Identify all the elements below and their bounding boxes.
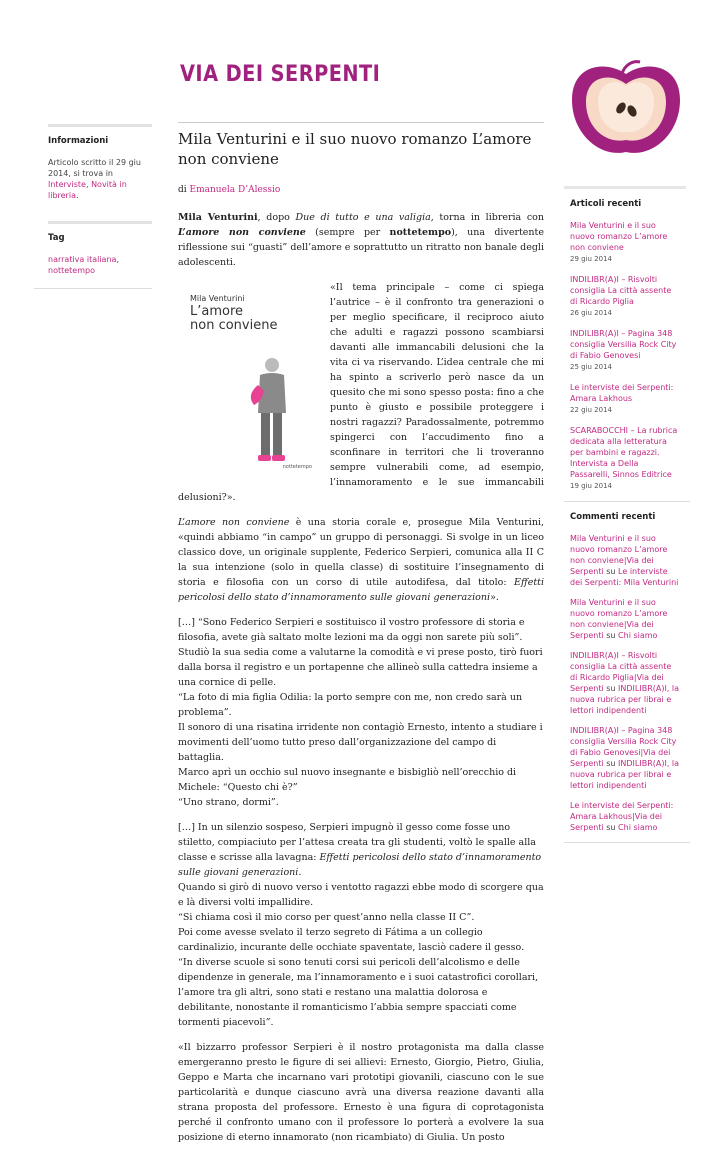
tag-link-narrativa[interactable]: narrativa italiana [48,255,117,264]
recent-post-item [570,220,680,265]
recent-comment-item [570,597,680,641]
recent-post-link[interactable]: INDILIBR(A)I – Risvolti consiglia La città assente di Ricardo Piglia [570,275,672,306]
book-title: Due di tutto e una valigia [295,212,431,223]
excerpt-line: […] In un silenzio sospeso, Serpieri impugnò il gesso come fosse uno stiletto, compiaciuto per l’attesa creata tra gli studenti, voltò le spalle alla classe e scrisse alla lavagna: [178,822,536,863]
separator: , [85,180,92,189]
recent-post-item [570,274,680,319]
site-logo[interactable]: VIA DEI SERPENTI [180,62,381,87]
recent-post-item [570,382,680,416]
separator: , [116,255,119,264]
post-date: 25 giu 2014 [570,363,612,371]
divider [48,124,152,127]
paragraph-intro [178,210,544,270]
excerpt-line: Studiò la sua sedia come a valutarne la comodità e vi prese posto, tirò fuori dalla borsa il registro e un portapenne che allineò sulla cattedra insieme a una cornice di pelle. [178,647,543,688]
comment-post-link[interactable]: Chi siamo [618,631,658,640]
book-cover-image [178,283,318,481]
paragraph-plot [178,515,544,605]
recent-post-item [570,328,680,373]
text: ), una divertente riflessione sui “guasti” dell’amore e soprattutto un ritratto non banale degli adolescenti. [178,227,544,268]
comment-author-link[interactable]: INDILIBR(A)I – Pagina 348 consiglia Versilia Rock City di Fabio Genovesi|Via dei Serpenti [570,726,677,768]
recent-post-link[interactable]: Mila Venturini e il suo nuovo romanzo L’amore non conviene [570,221,668,252]
divider [48,221,152,224]
excerpt-2 [178,820,544,1030]
recent-post-item [570,425,680,492]
comment-post-link[interactable]: Chi siamo [618,823,658,832]
comment-author-link[interactable]: Mila Venturini e il suo nuovo romanzo L’amore non conviene|Via dei Serpenti [570,598,668,640]
excerpt-line: “In diverse scuole si sono tenuti corsi sui pericoli dell’alcolismo e delle dipendenze in generale, ma l’innamoramento e i suoi catastrofici corollari, l’amore tra gli altri, sono stati e restano una malattia dolorosa e debilitante, nonostante il romanticismo l’abbia sempre spacciati come tormenti piacevoli”. [178,957,539,1028]
recent-comment-item [570,725,680,791]
recent-post-link[interactable]: Le interviste dei Serpenti: Amara Lakhous [570,383,674,403]
recent-posts-heading: Articoli recenti [570,199,642,209]
text: su [603,567,619,576]
excerpt-line: “La foto di mia figlia Odilia: la porto sempre con me, non credo sarà un problema”. [178,692,523,718]
excerpt-line: Marco aprì un occhio sul nuovo insegnante e bisbigliò nell’orecchio di Michele: “Questo chi è?” [178,767,517,793]
apple-logo-icon[interactable] [566,56,686,160]
right-sidebar [570,187,680,853]
excerpt-line: “Uno strano, dormi”. [178,797,279,808]
excerpt-line: Il sonoro di una risatina irridente non contagiò Ernesto, intento a studiare i movimenti dell’uomo tutto preso dall’organizzazione del campo di battaglia. [178,722,543,763]
comment-author-link[interactable]: Le interviste dei Serpenti: Amara Lakhous|Via dei Serpenti [570,801,674,832]
cover-title-line: non conviene [190,318,278,333]
text: su [603,631,619,640]
comment-author-link[interactable]: Mila Venturini e il suo nuovo romanzo L’amore non conviene|Via dei Serpenti [570,534,668,576]
comment-author-link[interactable]: INDILIBR(A)I – Risvolti consiglia La città assente di Ricardo Piglia|Via dei Serpenti [570,651,672,693]
article [178,122,544,1155]
text: su [603,684,619,693]
paragraph-characters: «Il bizzarro professor Serpieri è il nostro protagonista ma dalla classe emergeranno presto le figure di sei allievi: Ernesto, Giorgio, Pietro, Giulia, Geppo e Marta che incarnano vari prototipi giovanili, ciascuno con le sue particolarità e dunque ciascuno avrà una diversa reazione davanti alla strana proposta del professore. Ernesto è una figura di coprotagonista perché il confronto umano con il professore lo porterà a evolvere la sua posizione di eterno innamorato (non ricambiato) di Giulia. Un posto [178,1042,544,1143]
divider [178,122,544,123]
recent-comments-heading: Commenti recenti [570,512,656,522]
excerpt-line: Poi come avesse svelato il terzo segreto di Fátima a un collegio cardinalizio, incurante delle occhiate spaventate, lasciò cadere il gesso. [178,927,525,953]
byline-prefix: di [178,185,190,195]
excerpt-line: […] “Sono Federico Serpieri e sostituisco il vostro professore di storia e filosofia, avete già saltato molte lezioni ma da oggi non sarete più soli”. [178,617,525,643]
category-link-interviste[interactable]: Interviste [48,180,86,189]
cover-publisher: nottetempo [282,464,312,470]
article-info [48,157,152,201]
divider [564,842,690,843]
post-date: 19 giu 2014 [570,482,612,490]
separator: . [75,191,79,200]
book-title: L’amore non conviene [178,517,290,528]
info-heading: Informazioni [48,136,109,146]
text: , torna in libreria con [430,212,544,223]
recent-comment-item [570,800,680,833]
text: su [603,759,619,768]
recent-post-link[interactable]: INDILIBR(A)I – Pagina 348 consiglia Versilia Rock City di Fabio Genovesi [570,329,677,360]
category-link-novita[interactable]: Novità in libreria [48,180,127,200]
tag-link-nottetempo[interactable]: nottetempo [48,266,95,275]
comment-post-link[interactable]: Le interviste dei Serpenti: Mila Venturini [570,567,679,587]
text: (sempre per [305,227,390,238]
excerpt-1 [178,615,544,810]
book-title: L’amore non conviene [178,227,306,238]
divider [34,288,152,289]
course-title: Effetti pericolosi dello stato d’innamoramento sulle giovani generazioni. [178,852,542,878]
course-title: Effetti pericolosi dello stato d’innamoramento sulle giovani generazioni [178,577,544,603]
comment-post-link[interactable]: INDILIBR(A)I, la nuova rubrica per librai e lettori indipendenti [570,684,680,715]
excerpt-line: “Si chiama così il mio corso per quest’anno nella classe II C”. [178,912,475,923]
publisher-name: nottetempo [389,227,452,238]
divider [564,501,690,502]
text: ». [490,592,499,603]
comment-post-link[interactable]: INDILIBR(A)I, la nuova rubrica per librai e lettori indipendenti [570,759,680,790]
left-sidebar [48,124,152,289]
tag-heading: Tag [48,233,65,243]
author-name: Mila Venturini [178,212,258,223]
cover-title [190,305,277,333]
cover-title-line: L’amore [190,304,244,319]
paragraph-quote-author: «Il tema principale – come ci spiega l’autrice – è il confronto tra generazioni o per meglio specificare, il reciproco aiuto che adulti e ragazzi possono scambiarsi davanti alle immancabili delusioni che la vita ci va riservando. L’idea centrale che mi ha spinto a scriverlo però nasce da un quesito che mi sono spesso posta: fino a che punto è giusto e possibile proteggere i nostri ragazzi? Paradossalmente, potremmo spingerci con l’accudimento fino a sconfinare in territori che li troveranno sempre vulnerabili come, ad esempio, l’innamoramento e le sue immancabili delusioni?». [178,282,544,503]
post-date: 22 giu 2014 [570,406,612,414]
recent-comment-item [570,650,680,716]
cover-figure-icon [244,355,296,467]
recent-comment-item [570,533,680,588]
text: è una storia corale e, prosegue Mila Venturini, «quindi abbiamo “in campo” un gruppo di personaggi. Si svolge in un liceo classico dove, un originale supplente, Federico Serpieri, comunica alla II C la sua intenzione (solo in quella classe) di sostituire l’insegnamento di storia e filosofia con un corso di utile autodifesa, dal titolo: [178,517,545,588]
cover-author: Mila Venturini [190,294,245,303]
excerpt-line: Quando si girò di nuovo verso i ventotto ragazzi ebbe modo di scorgere qua e là diversi volti impallidire. [178,882,544,908]
recent-post-link[interactable]: SCARABOCCHI – La rubrica dedicata alla letteratura per bambini e ragazzi. Intervista a Della Passarelli, Sinnos Editrice [570,426,678,479]
article-title[interactable]: Mila Venturini e il suo nuovo romanzo L’amore non conviene [178,130,532,168]
divider [564,186,686,189]
tag-list [48,254,152,276]
byline [178,183,544,198]
author-link[interactable]: Emanuela D’Alessio [189,185,281,195]
info-text: Articolo scritto il 29 giu 2014, si trova in [48,158,141,178]
post-date: 29 giu 2014 [570,255,612,263]
text: , dopo [257,212,296,223]
text: su [603,823,619,832]
post-date: 26 giu 2014 [570,309,612,317]
